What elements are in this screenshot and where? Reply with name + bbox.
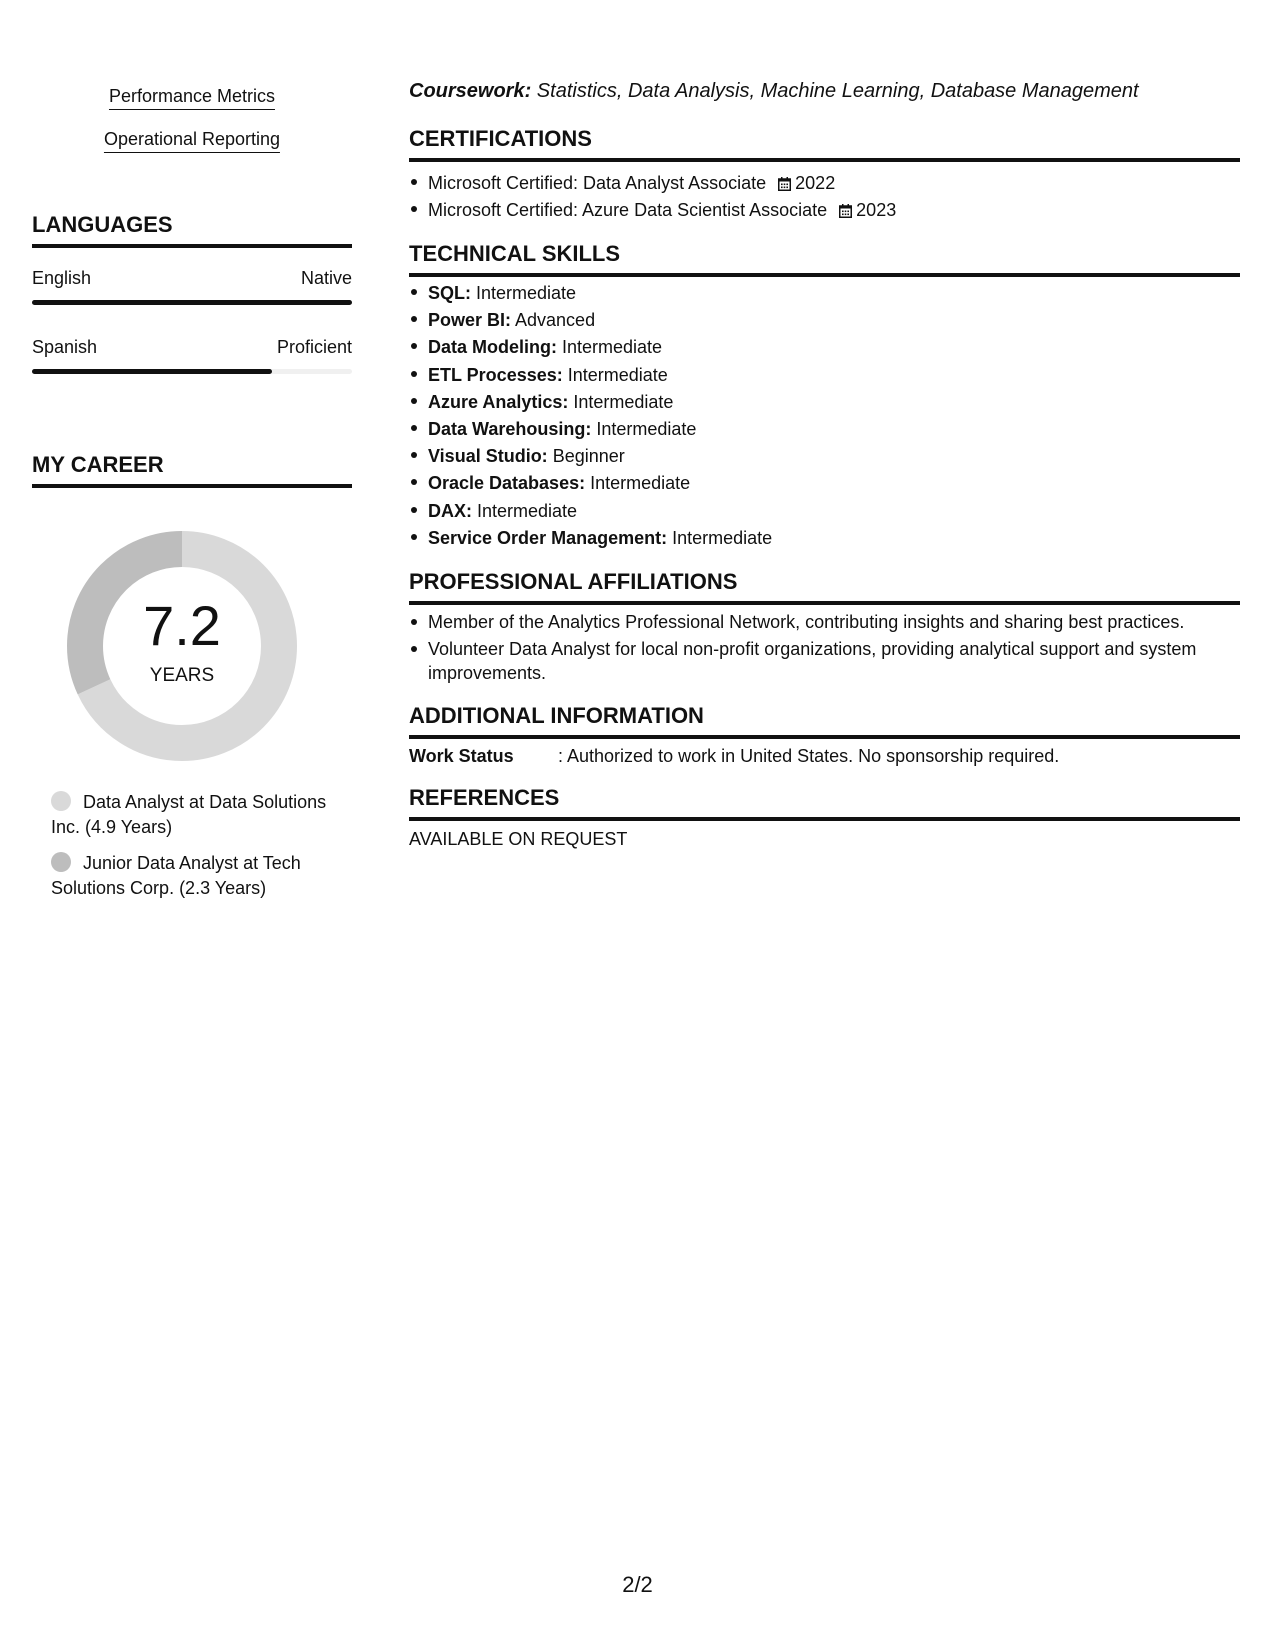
career-legend-item — [51, 790, 341, 840]
coursework-line — [409, 80, 1139, 103]
list-item — [409, 443, 1240, 470]
languages-heading: LANGUAGES — [32, 212, 352, 248]
list-item — [409, 197, 1240, 224]
skill-name: DAX: — [428, 500, 472, 521]
language-bar-spanish — [32, 369, 352, 374]
calendar-icon — [839, 204, 852, 218]
language-level: Native — [300, 268, 352, 288]
career-legend-label: Junior Data Analyst at Tech Solutions Corp. (2.3 Years) — [51, 853, 301, 898]
skill-level: Intermediate — [667, 527, 773, 548]
references-heading: REFERENCES — [409, 785, 1240, 821]
work-status-value: : Authorized to work in United States. No sponsorship required. — [558, 746, 1060, 766]
certification-year: 2022 — [795, 173, 836, 193]
list-item: Member of the Analytics Professional Network, contributing insights and sharing best practices. — [409, 610, 1240, 634]
language-bar-fill — [32, 300, 352, 305]
skill-name: Visual Studio: — [428, 446, 548, 467]
list-item — [409, 307, 1240, 334]
skill-level: Beginner — [547, 446, 625, 467]
skill-name: Data Warehousing: — [428, 419, 592, 440]
list-item — [409, 280, 1240, 307]
list-item — [409, 416, 1240, 443]
page-number: 2/2 — [622, 1572, 653, 1597]
list-item — [409, 334, 1240, 361]
career-total-years: 7.2 — [143, 594, 221, 657]
work-status-label: Work Status — [409, 746, 514, 766]
skill-level: Intermediate — [585, 473, 691, 494]
legend-dot-icon — [51, 791, 71, 811]
additional-info-heading: ADDITIONAL INFORMATION — [409, 703, 1240, 739]
language-name: English — [32, 268, 92, 288]
affiliations-list — [409, 610, 1240, 685]
career-heading: MY CAREER — [32, 452, 352, 488]
skill-level: Intermediate — [557, 337, 663, 358]
language-level: Proficient — [276, 337, 352, 357]
career-legend-item — [51, 851, 341, 901]
language-bar-english — [32, 300, 352, 305]
technical-skills-list — [409, 280, 1240, 552]
legend-dot-icon — [51, 852, 71, 872]
affiliations-heading: PROFESSIONAL AFFILIATIONS — [409, 569, 1240, 605]
coursework-label: Coursework: — [409, 80, 532, 102]
skill-level: Advanced — [511, 310, 596, 331]
skill-level: Intermediate — [591, 419, 697, 440]
career-years-unit: YEARS — [149, 665, 215, 686]
skill-tag-performance-metrics: Performance Metrics — [109, 86, 275, 110]
language-name: Spanish — [32, 337, 98, 357]
skill-name: SQL: — [428, 283, 471, 303]
skill-level: Intermediate — [471, 283, 577, 303]
language-bar-fill — [32, 369, 272, 374]
skill-name: Azure Analytics: — [428, 391, 569, 412]
certification-year: 2023 — [856, 200, 897, 220]
list-item — [409, 362, 1240, 389]
work-status-row — [409, 746, 1059, 767]
list-item — [409, 389, 1240, 416]
skill-level: Intermediate — [472, 500, 578, 521]
certification-name: Microsoft Certified: Azure Data Scientist Associate — [428, 200, 828, 220]
list-item: Volunteer Data Analyst for local non-profit organizations, providing analytical support and system improvements. — [409, 637, 1240, 685]
skill-name: ETL Processes: — [428, 364, 563, 385]
career-legend-label: Data Analyst at Data Solutions Inc. (4.9 Years) — [51, 792, 327, 837]
skill-name: Power BI: — [428, 310, 512, 331]
skill-tag-operational-reporting: Operational Reporting — [104, 129, 280, 153]
list-item — [409, 170, 1240, 197]
list-item — [409, 470, 1240, 497]
certifications-heading: CERTIFICATIONS — [409, 126, 1240, 162]
certification-name: Microsoft Certified: Data Analyst Associate — [428, 173, 767, 193]
skill-name: Oracle Databases: — [428, 473, 586, 494]
certifications-list — [409, 170, 1240, 224]
skill-name: Data Modeling: — [428, 337, 557, 358]
coursework-text: Statistics, Data Analysis, Machine Learning, Database Management — [531, 80, 1139, 102]
skill-level: Intermediate — [568, 391, 674, 412]
skill-level: Intermediate — [562, 364, 668, 385]
calendar-icon — [778, 177, 791, 191]
references-text: AVAILABLE ON REQUEST — [409, 829, 628, 849]
list-item — [409, 525, 1240, 552]
skill-name: Service Order Management: — [428, 527, 668, 548]
list-item — [409, 498, 1240, 525]
technical-skills-heading: TECHNICAL SKILLS — [409, 241, 1240, 277]
